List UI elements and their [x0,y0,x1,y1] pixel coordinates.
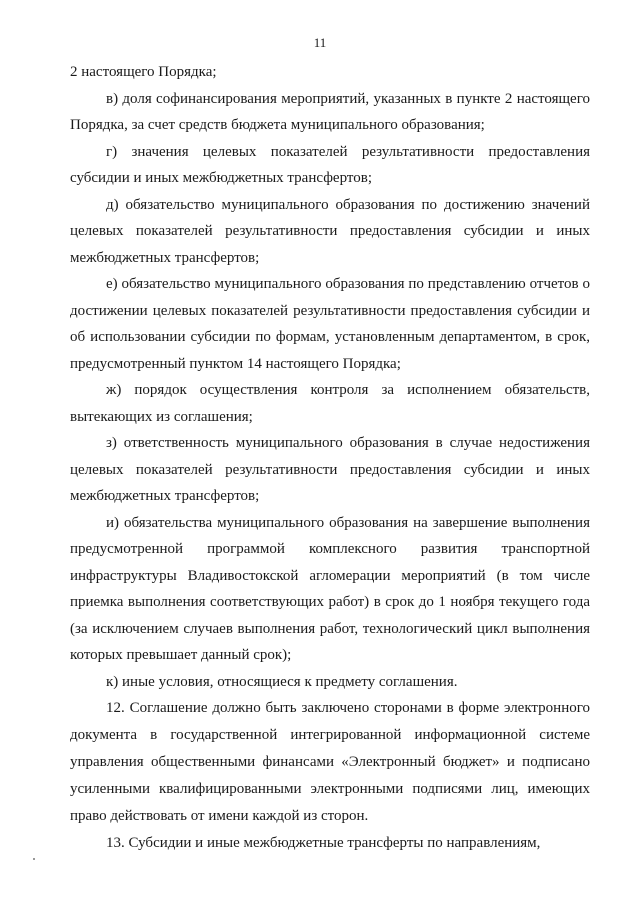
paragraph-item-e: е) обязательство муниципального образования по представлению отчетов о достижении целевых показателей результативности предоставления субсидии и об использовании субсидии по формам, установленным департаментом, в срок, предусмотренный пунктом 14 настоящего Порядка; [70,276,590,372]
paragraph-clause-13: 13. Субсидии и иные межбюджетные трансферты по направлениям, [106,835,541,851]
page-number: 11 [313,35,327,50]
scan-speck [33,858,35,860]
paragraph-item-g: г) значения целевых показателей результативности предоставления субсидии и иных межбюджетных трансфертов; [70,143,590,186]
document-body [70,59,590,857]
paragraph-item-zh: ж) порядок осуществления контроля за исполнением обязательств, вытекающих из соглашения; [70,382,590,425]
paragraph-clause-12: 12. Соглашение должно быть заключено сторонами в форме электронного документа в государственной интегрированной информационной системе управления общественными финансами «Электронный бюджет» и подписано усиленными квалифицированными электронными подписями лиц, имеющих право действовать от имени каждой из сторон. [70,700,590,824]
paragraph-item-k: к) иные условия, относящиеся к предмету соглашения. [106,673,458,690]
paragraph-item-z: з) ответственность муниципального образования в случае недостижения целевых показателей результативности предоставления субсидии и иных межбюджетных трансфертов; [70,435,590,504]
paragraph-item-d: д) обязательство муниципального образования по достижению значений целевых показателей результативности предоставления субсидии и иных межбюджетных трансфертов; [70,196,590,266]
paragraph-continuation: 2 настоящего Порядка; [70,64,217,80]
paragraph-item-i: и) обязательства муниципального образования на завершение выполнения предусмотренной программой комплексного развития транспортной инфраструктуры Владивостокской агломерации мероприятий (в том числе приемка выполнения соответствующих работ) в срок до 1 ноября текущего года (за исключением случаев выполнения работ, технологический цикл выполнения которых превышает данный срок); [70,514,590,663]
paragraph-item-v: в) доля софинансирования мероприятий, указанных в пункте 2 настоящего Порядка, за счет средств бюджета муниципального образования; [70,90,590,133]
